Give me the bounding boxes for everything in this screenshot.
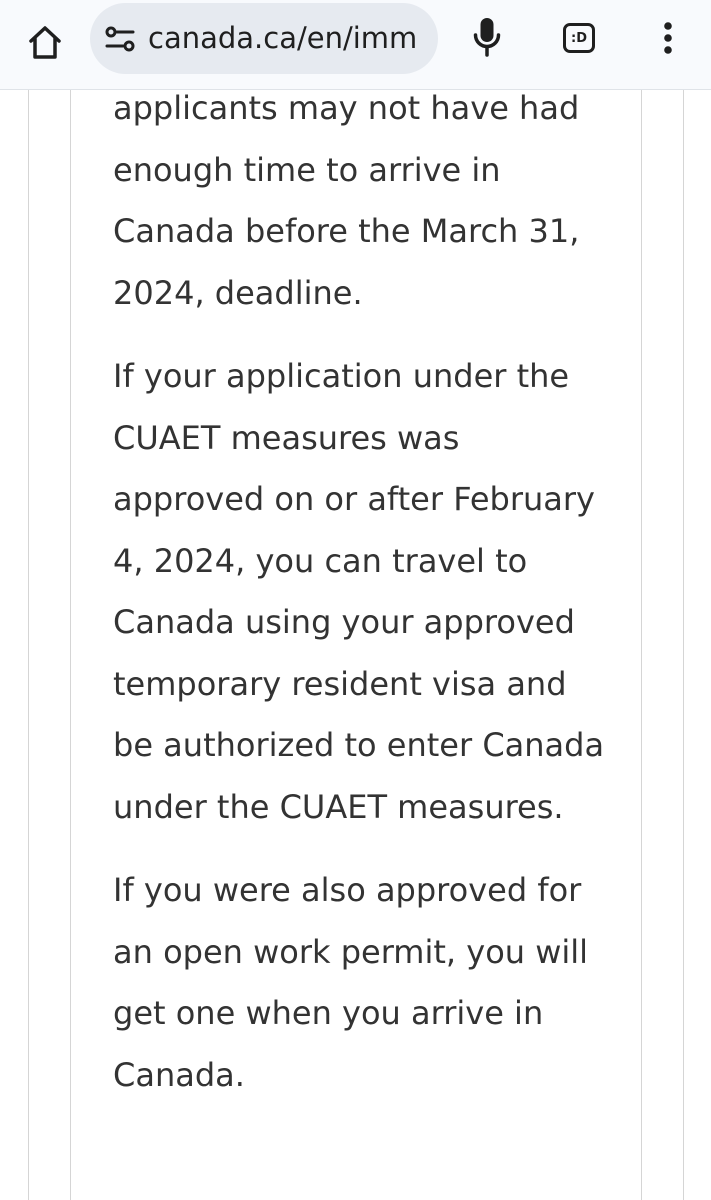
address-bar[interactable] [90, 3, 438, 74]
article-content [113, 90, 613, 1128]
voice-search-button[interactable] [464, 14, 510, 60]
browser-toolbar [0, 0, 711, 90]
home-button[interactable] [20, 17, 70, 67]
content-panel [70, 90, 642, 1200]
tab-switcher-button[interactable] [556, 15, 602, 61]
page-viewport[interactable] [0, 90, 711, 1200]
home-icon [25, 22, 65, 62]
url-text[interactable]: canada.ca/en/imm [148, 21, 418, 55]
paragraph-work-permit: If you were also approved for an open work permit, you will get one when you arrive in Canada. [113, 871, 589, 1094]
tab-switcher-icon [563, 23, 595, 53]
tab-count-label: :D [571, 30, 587, 46]
paragraph-approved-travel: If your application under the CUAET measures was approved on or after February 4, 2024, you can travel to Canada using your approved temporary resident visa and be authorized to enter Canada under the CUAET measures. [113, 357, 605, 826]
more-options-button[interactable] [646, 15, 690, 61]
outer-divider-left [28, 90, 29, 1200]
microphone-icon [472, 16, 502, 58]
site-settings-icon [103, 24, 137, 54]
outer-divider-right [683, 90, 684, 1200]
site-info-button[interactable] [102, 21, 138, 57]
more-vert-icon [662, 21, 674, 55]
paragraph-deadline: applicants may not have had enough time to arrive in Canada before the March 31, 2024, deadline. [113, 90, 580, 312]
